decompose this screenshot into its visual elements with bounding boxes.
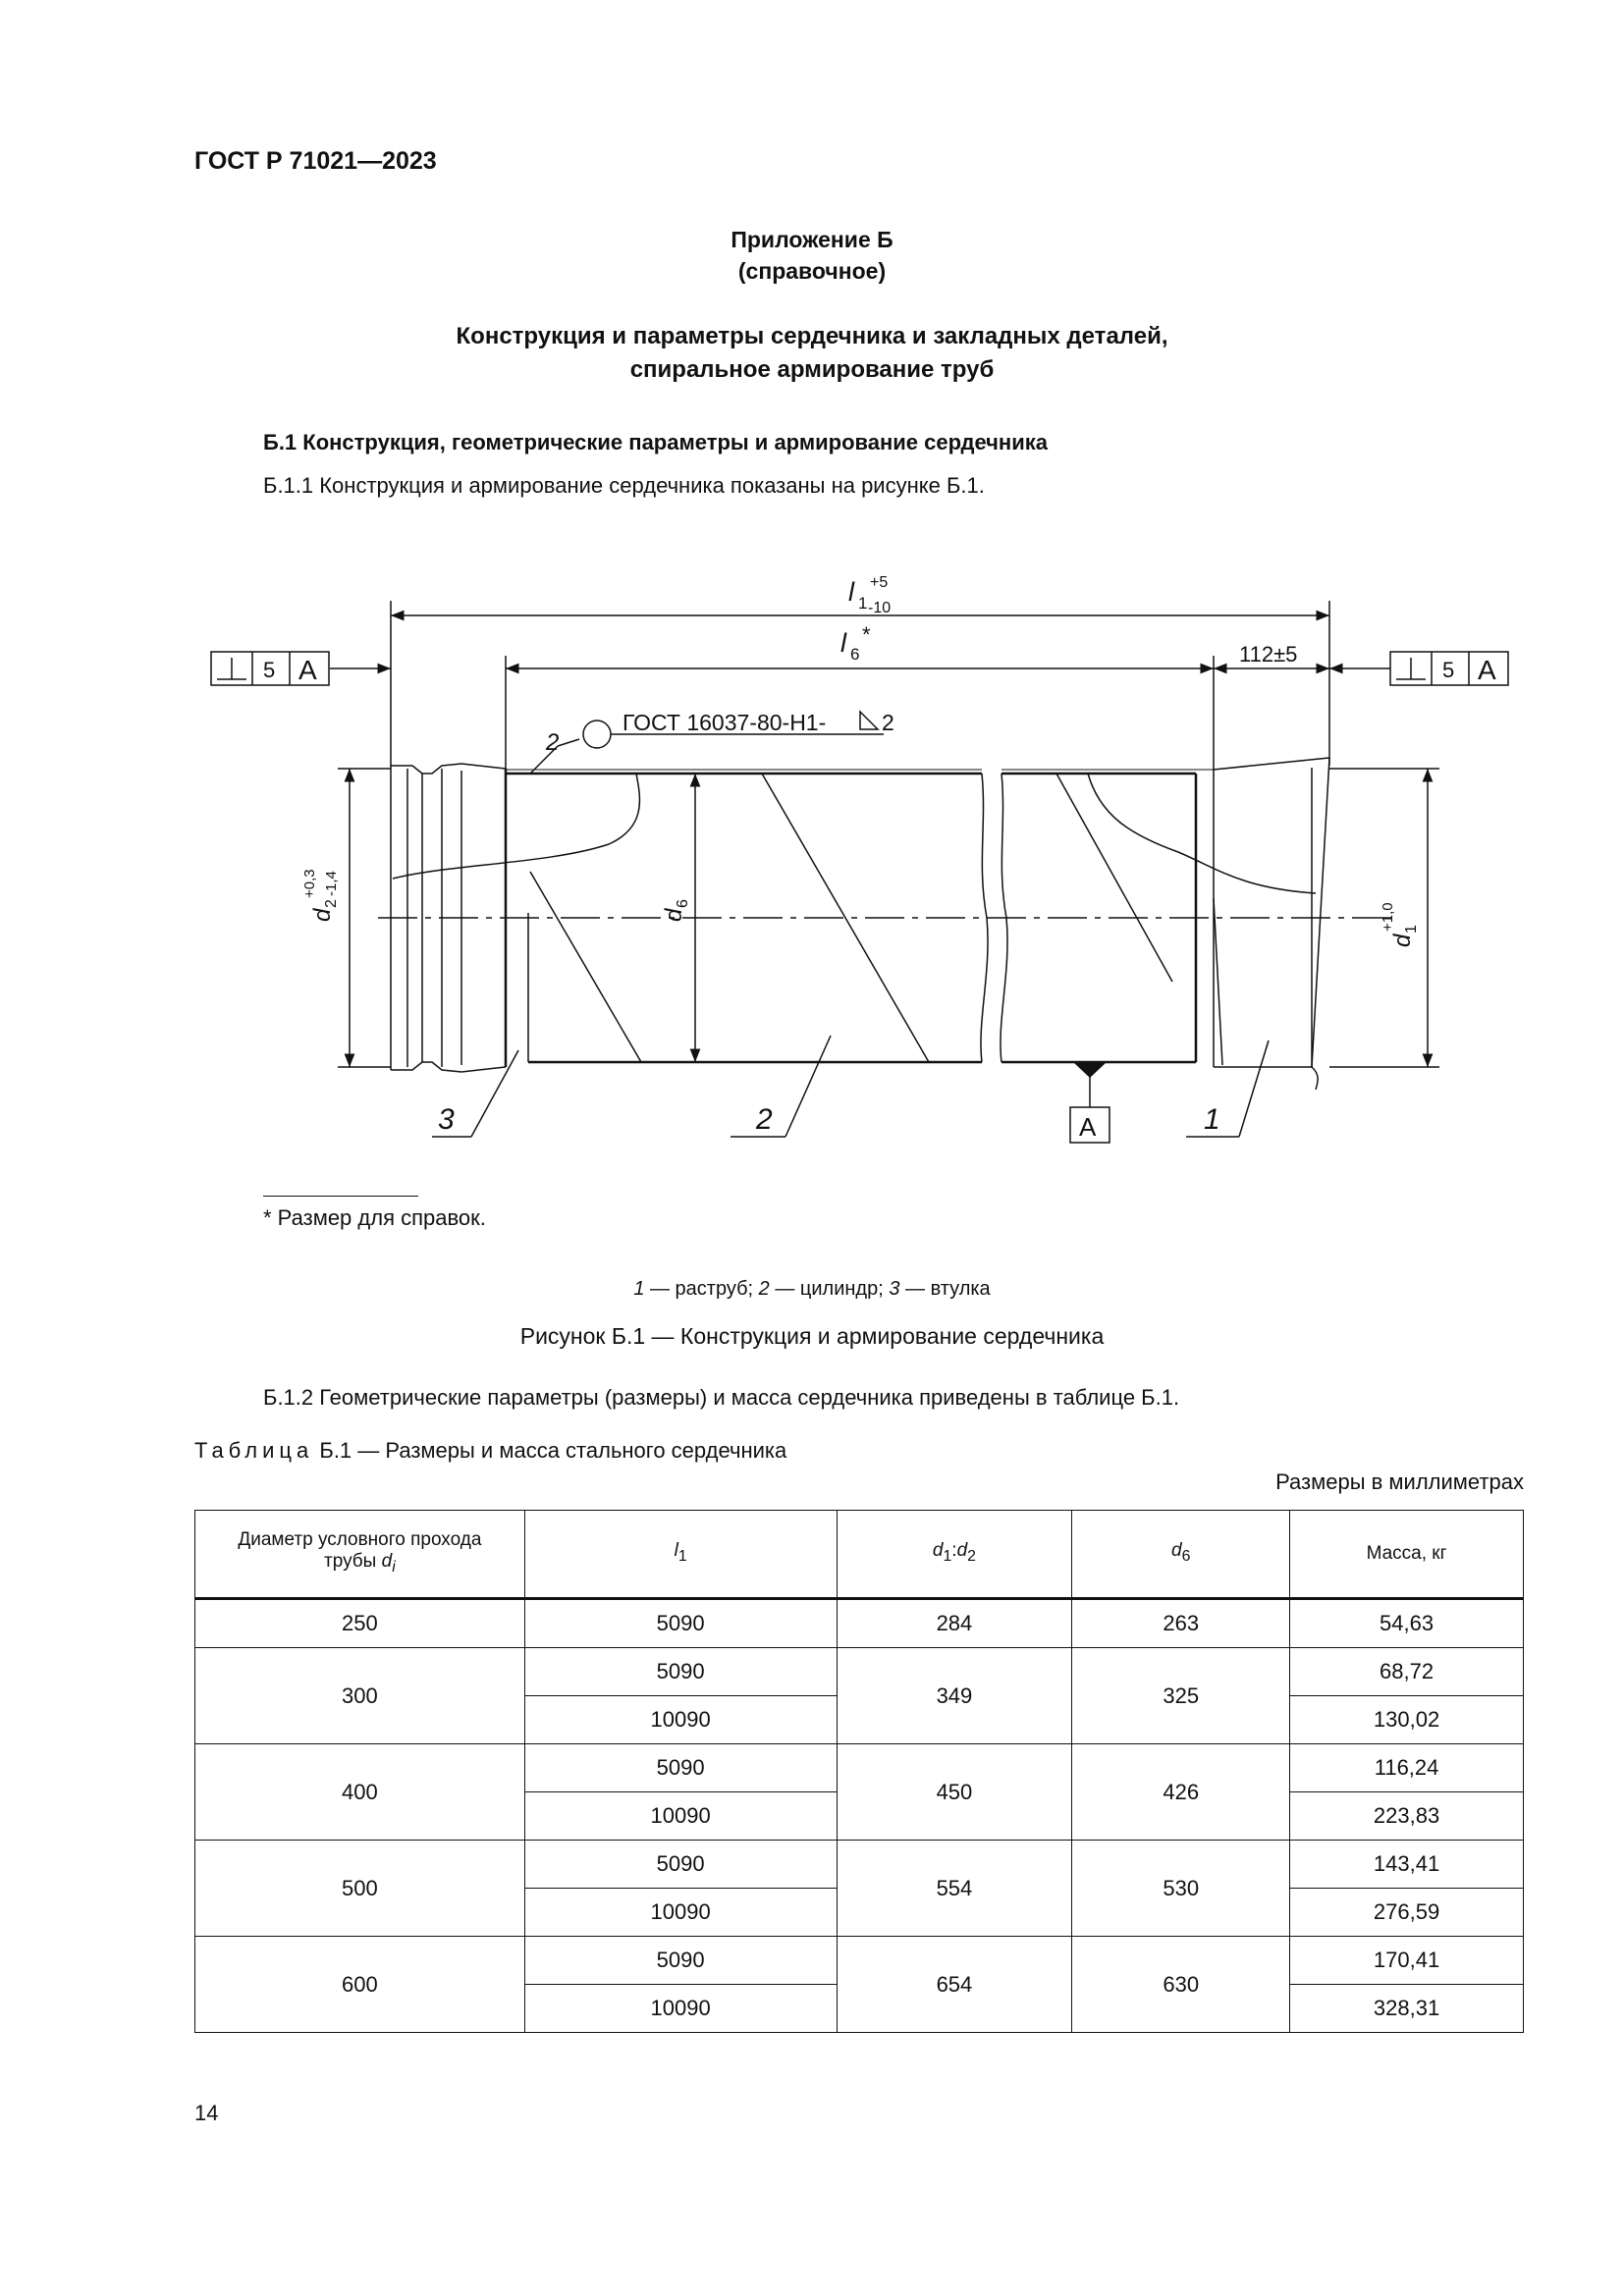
cell-mass: 68,72 — [1290, 1648, 1524, 1696]
figure-caption: Рисунок Б.1 — Конструкция и армирование сердечника — [519, 1323, 1105, 1349]
appendix-title: Приложение Б — [731, 227, 893, 252]
figure-legend — [0, 1278, 1624, 1301]
cell-mass: 143,41 — [1290, 1841, 1524, 1889]
cell-l1: 10090 — [524, 1985, 837, 2033]
cell-l1: 5090 — [524, 1648, 837, 1696]
cell-dn: 300 — [195, 1648, 525, 1744]
cell-d6: 630 — [1072, 1937, 1290, 2033]
cell-d6: 530 — [1072, 1841, 1290, 1937]
cell-dn: 500 — [195, 1841, 525, 1937]
dim-l6-star: * — [862, 622, 871, 647]
dim-l1-tol-upper: +5 — [870, 574, 889, 591]
callout-2: 2 — [756, 1103, 773, 1136]
legend-num-1: 1 — [633, 1278, 645, 1300]
section-title-line1: Конструкция и параметры сердечника и закладных деталей, — [456, 323, 1168, 349]
dim-l1-subscript: 1 — [858, 594, 868, 613]
section-title-line2: спиральное армирование труб — [629, 356, 995, 383]
weld-ref-number: 2 — [546, 729, 560, 756]
header-d1-d2: $d_1:d_2$ — [837, 1511, 1072, 1599]
header-nominal-diameter: Диаметр условного прохода трубы $d_i$ — [195, 1511, 525, 1599]
cell-l1: 10090 — [524, 1889, 837, 1937]
cell-l1: 5090 — [524, 1841, 837, 1889]
dim-l6-subscript: 6 — [850, 645, 860, 664]
table-header-row — [195, 1511, 1524, 1599]
dim-d2-tol-upper: +0,3 — [301, 869, 318, 898]
weld-note: ГОСТ 16037-80-Н1- — [623, 710, 827, 735]
callout-3: 3 — [438, 1103, 455, 1136]
table-row — [195, 1841, 1524, 1889]
legend-num-2: 2 — [758, 1278, 770, 1300]
cell-l1: 10090 — [524, 1696, 837, 1744]
table-caption-text: Б.1 — Размеры и масса стального сердечника — [313, 1438, 787, 1463]
cell-mass: 116,24 — [1290, 1744, 1524, 1792]
dim-d2-subscript: 2 — [323, 899, 340, 908]
paragraph-b12: Б.1.2 Геометрические параметры (размеры) и масса сердечника приведены в таблице Б.1. — [263, 1385, 1180, 1410]
cell-dn: 400 — [195, 1744, 525, 1841]
datum-left: A — [298, 655, 317, 685]
cell-mass: 130,02 — [1290, 1696, 1524, 1744]
cell-mass: 276,59 — [1290, 1889, 1524, 1937]
table-row — [195, 1648, 1524, 1696]
header-mass: Масса, кг — [1290, 1511, 1524, 1599]
header-l1: $l_1$ — [524, 1511, 837, 1599]
dim-l1-label: l — [848, 577, 854, 607]
legend-text-2: — цилиндр; — [769, 1278, 890, 1300]
cell-mass: 170,41 — [1290, 1937, 1524, 1985]
dim-l6-label: l — [840, 628, 846, 658]
cell-dn: 600 — [195, 1937, 525, 2033]
cell-mass: 328,31 — [1290, 1985, 1524, 2033]
table-caption-label: Таблица — [194, 1438, 314, 1463]
dim-d1-label: d — [1389, 934, 1416, 947]
appendix-type: (справочное) — [737, 258, 887, 284]
table-row — [195, 1599, 1524, 1648]
cell-d1d2: 654 — [837, 1937, 1072, 2033]
datum-right: A — [1478, 655, 1496, 685]
perp-value-left: 5 — [263, 658, 276, 682]
footnote: * Размер для справок. — [263, 1205, 486, 1230]
dim-d2-label: d — [309, 908, 336, 922]
legend-num-3: 3 — [889, 1278, 900, 1300]
weld-leg: 2 — [882, 710, 894, 735]
cell-d1d2: 450 — [837, 1744, 1072, 1841]
dim-d2-tol-lower: -1,4 — [323, 871, 340, 896]
legend-text-3: — втулка — [899, 1278, 991, 1300]
cell-d1d2: 284 — [837, 1599, 1072, 1648]
table-units: Размеры в миллиметрах — [1275, 1469, 1524, 1494]
header-d6: $d_6$ — [1072, 1511, 1290, 1599]
cell-d1d2: 554 — [837, 1841, 1072, 1937]
cell-d6: 426 — [1072, 1744, 1290, 1841]
core-drawing — [0, 550, 1624, 1158]
cell-dn: 250 — [195, 1599, 525, 1648]
page-number: 14 — [194, 2101, 219, 2125]
table-row — [195, 1937, 1524, 1985]
footnote-rule — [263, 1196, 418, 1197]
table-caption — [194, 1438, 786, 1464]
cell-d6: 263 — [1072, 1599, 1290, 1648]
cell-l1: 5090 — [524, 1937, 837, 1985]
legend-text-1: — раструб; — [644, 1278, 759, 1300]
cell-d1d2: 349 — [837, 1648, 1072, 1744]
dim-d1-tol: +1,0 — [1380, 902, 1396, 932]
paragraph-b11: Б.1.1 Конструкция и армирование сердечника показаны на рисунке Б.1. — [263, 473, 985, 498]
perp-value-right: 5 — [1442, 658, 1455, 682]
cell-mass: 223,83 — [1290, 1792, 1524, 1841]
cell-l1: 5090 — [524, 1744, 837, 1792]
cell-l1: 5090 — [524, 1599, 837, 1648]
callout-1: 1 — [1204, 1103, 1220, 1136]
dim-d6-label: d — [661, 908, 687, 922]
dim-l1-tol-lower: -10 — [868, 600, 892, 616]
dim-112: 112±5 — [1239, 642, 1298, 667]
cell-mass: 54,63 — [1290, 1599, 1524, 1648]
dim-d1-subscript: 1 — [1403, 925, 1420, 934]
table-row — [195, 1744, 1524, 1792]
document-header: ГОСТ Р 71021—2023 — [194, 147, 437, 175]
datum-a-bottom: A — [1079, 1112, 1097, 1142]
subsection-heading-b1: Б.1 Конструкция, геометрические параметры и армирование сердечника — [263, 430, 1048, 454]
core-dimensions-table — [194, 1510, 1524, 2033]
cell-d6: 325 — [1072, 1648, 1290, 1744]
dim-d6-subscript: 6 — [675, 899, 691, 908]
cell-l1: 10090 — [524, 1792, 837, 1841]
